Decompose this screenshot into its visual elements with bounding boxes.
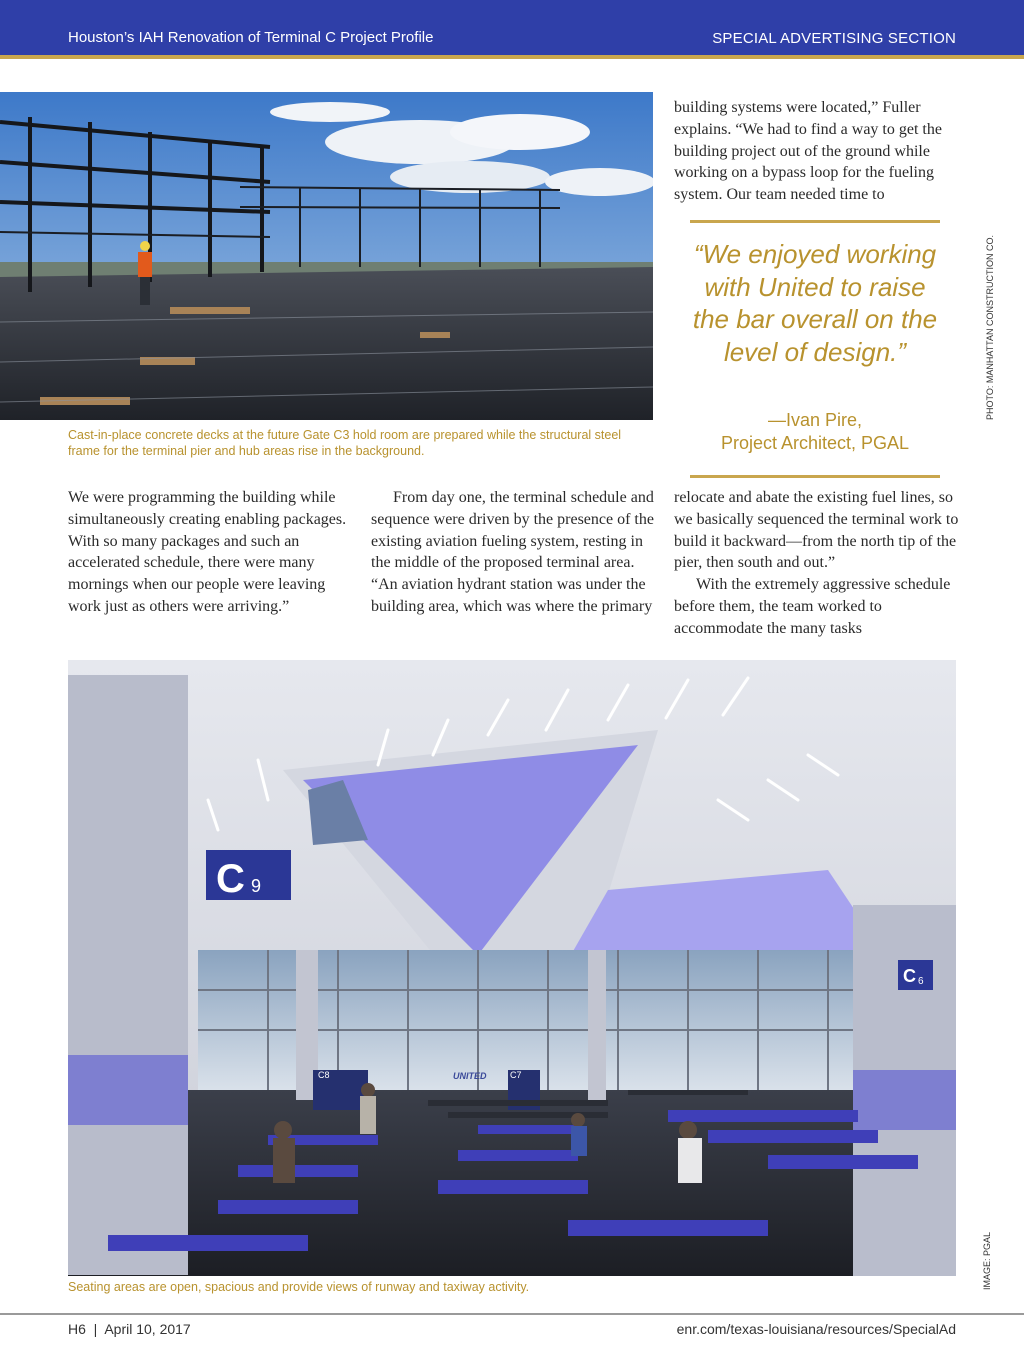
article-column-2 xyxy=(371,487,656,618)
header-title: Houston’s IAH Renovation of Terminal C Project Profile xyxy=(68,29,434,46)
gate-sign-c9-number: 9 xyxy=(251,876,262,896)
column-3-paragraph-1: relocate and abate the existing fuel lines, so we basically sequenced the terminal work to build it backward—from the north tip of the pier, then south and out.” xyxy=(674,489,959,572)
pull-quote-title: Project Architect, PGAL xyxy=(720,433,910,453)
photo-credit-rendering: IMAGE: PGAL xyxy=(982,1231,992,1290)
united-logo-text: UNITED xyxy=(453,1071,487,1081)
section-header xyxy=(0,0,1024,59)
gate-sign-c8: C8 xyxy=(318,1070,330,1080)
column-2-paragraph: From day one, the terminal schedule and sequence were driven by the presence of the existing aviation fueling system, resting in the middle of the proposed terminal area. “An aviation hydrant station was under the building area, which was where the primary xyxy=(371,489,654,615)
article-column-1 xyxy=(68,487,353,618)
column-1-paragraph: We were programming the building while simultaneously creating enabling packages. With so many packages and such an accelerated schedule, there were many mornings when our people were leaving work just as others were arriving.” xyxy=(68,489,347,615)
pull-quote-name: —Ivan Pire, xyxy=(767,410,863,430)
gate-sign-c6-number: 6 xyxy=(918,976,924,987)
construction-photo-caption: Cast-in-place concrete decks at the future Gate C3 hold room are prepared while the structural steel frame for the terminal pier and hub areas rise in the background. xyxy=(68,428,622,458)
gate-sign-c9-letter: C xyxy=(216,857,245,901)
gate-sign-c6-letter: C xyxy=(903,966,916,986)
pull-quote xyxy=(690,220,940,478)
pull-quote-text: “We enjoyed working with United to raise the bar overall on the level of design.” xyxy=(692,239,938,367)
gate-sign-c7: C7 xyxy=(510,1070,522,1080)
article-column-3 xyxy=(674,487,959,640)
column-3-paragraph-2: With the extremely aggressive schedule before them, the team worked to accommodate the many tasks xyxy=(674,576,951,637)
footer-divider xyxy=(0,1313,1024,1315)
article-column-top-right: building systems were located,” Fuller explains. “We had to find a way to get the building project out of the ground while working on a bypass loop for the fueling system. Our team needed time to xyxy=(674,99,942,204)
construction-photo xyxy=(0,92,653,420)
footer-page-date: H6 | April 10, 2017 xyxy=(68,1321,191,1337)
terminal-rendering xyxy=(68,660,956,1276)
footer-url: enr.com/texas-louisiana/resources/SpecialAd xyxy=(676,1321,956,1337)
header-section-label: SPECIAL ADVERTISING SECTION xyxy=(712,30,956,47)
pull-quote-attribution xyxy=(690,409,940,455)
photo-credit-construction: PHOTO: MANHATTAN CONSTRUCTION CO. xyxy=(985,234,995,420)
terminal-rendering-caption: Seating areas are open, spacious and provide views of runway and taxiway activity. xyxy=(68,1280,530,1294)
